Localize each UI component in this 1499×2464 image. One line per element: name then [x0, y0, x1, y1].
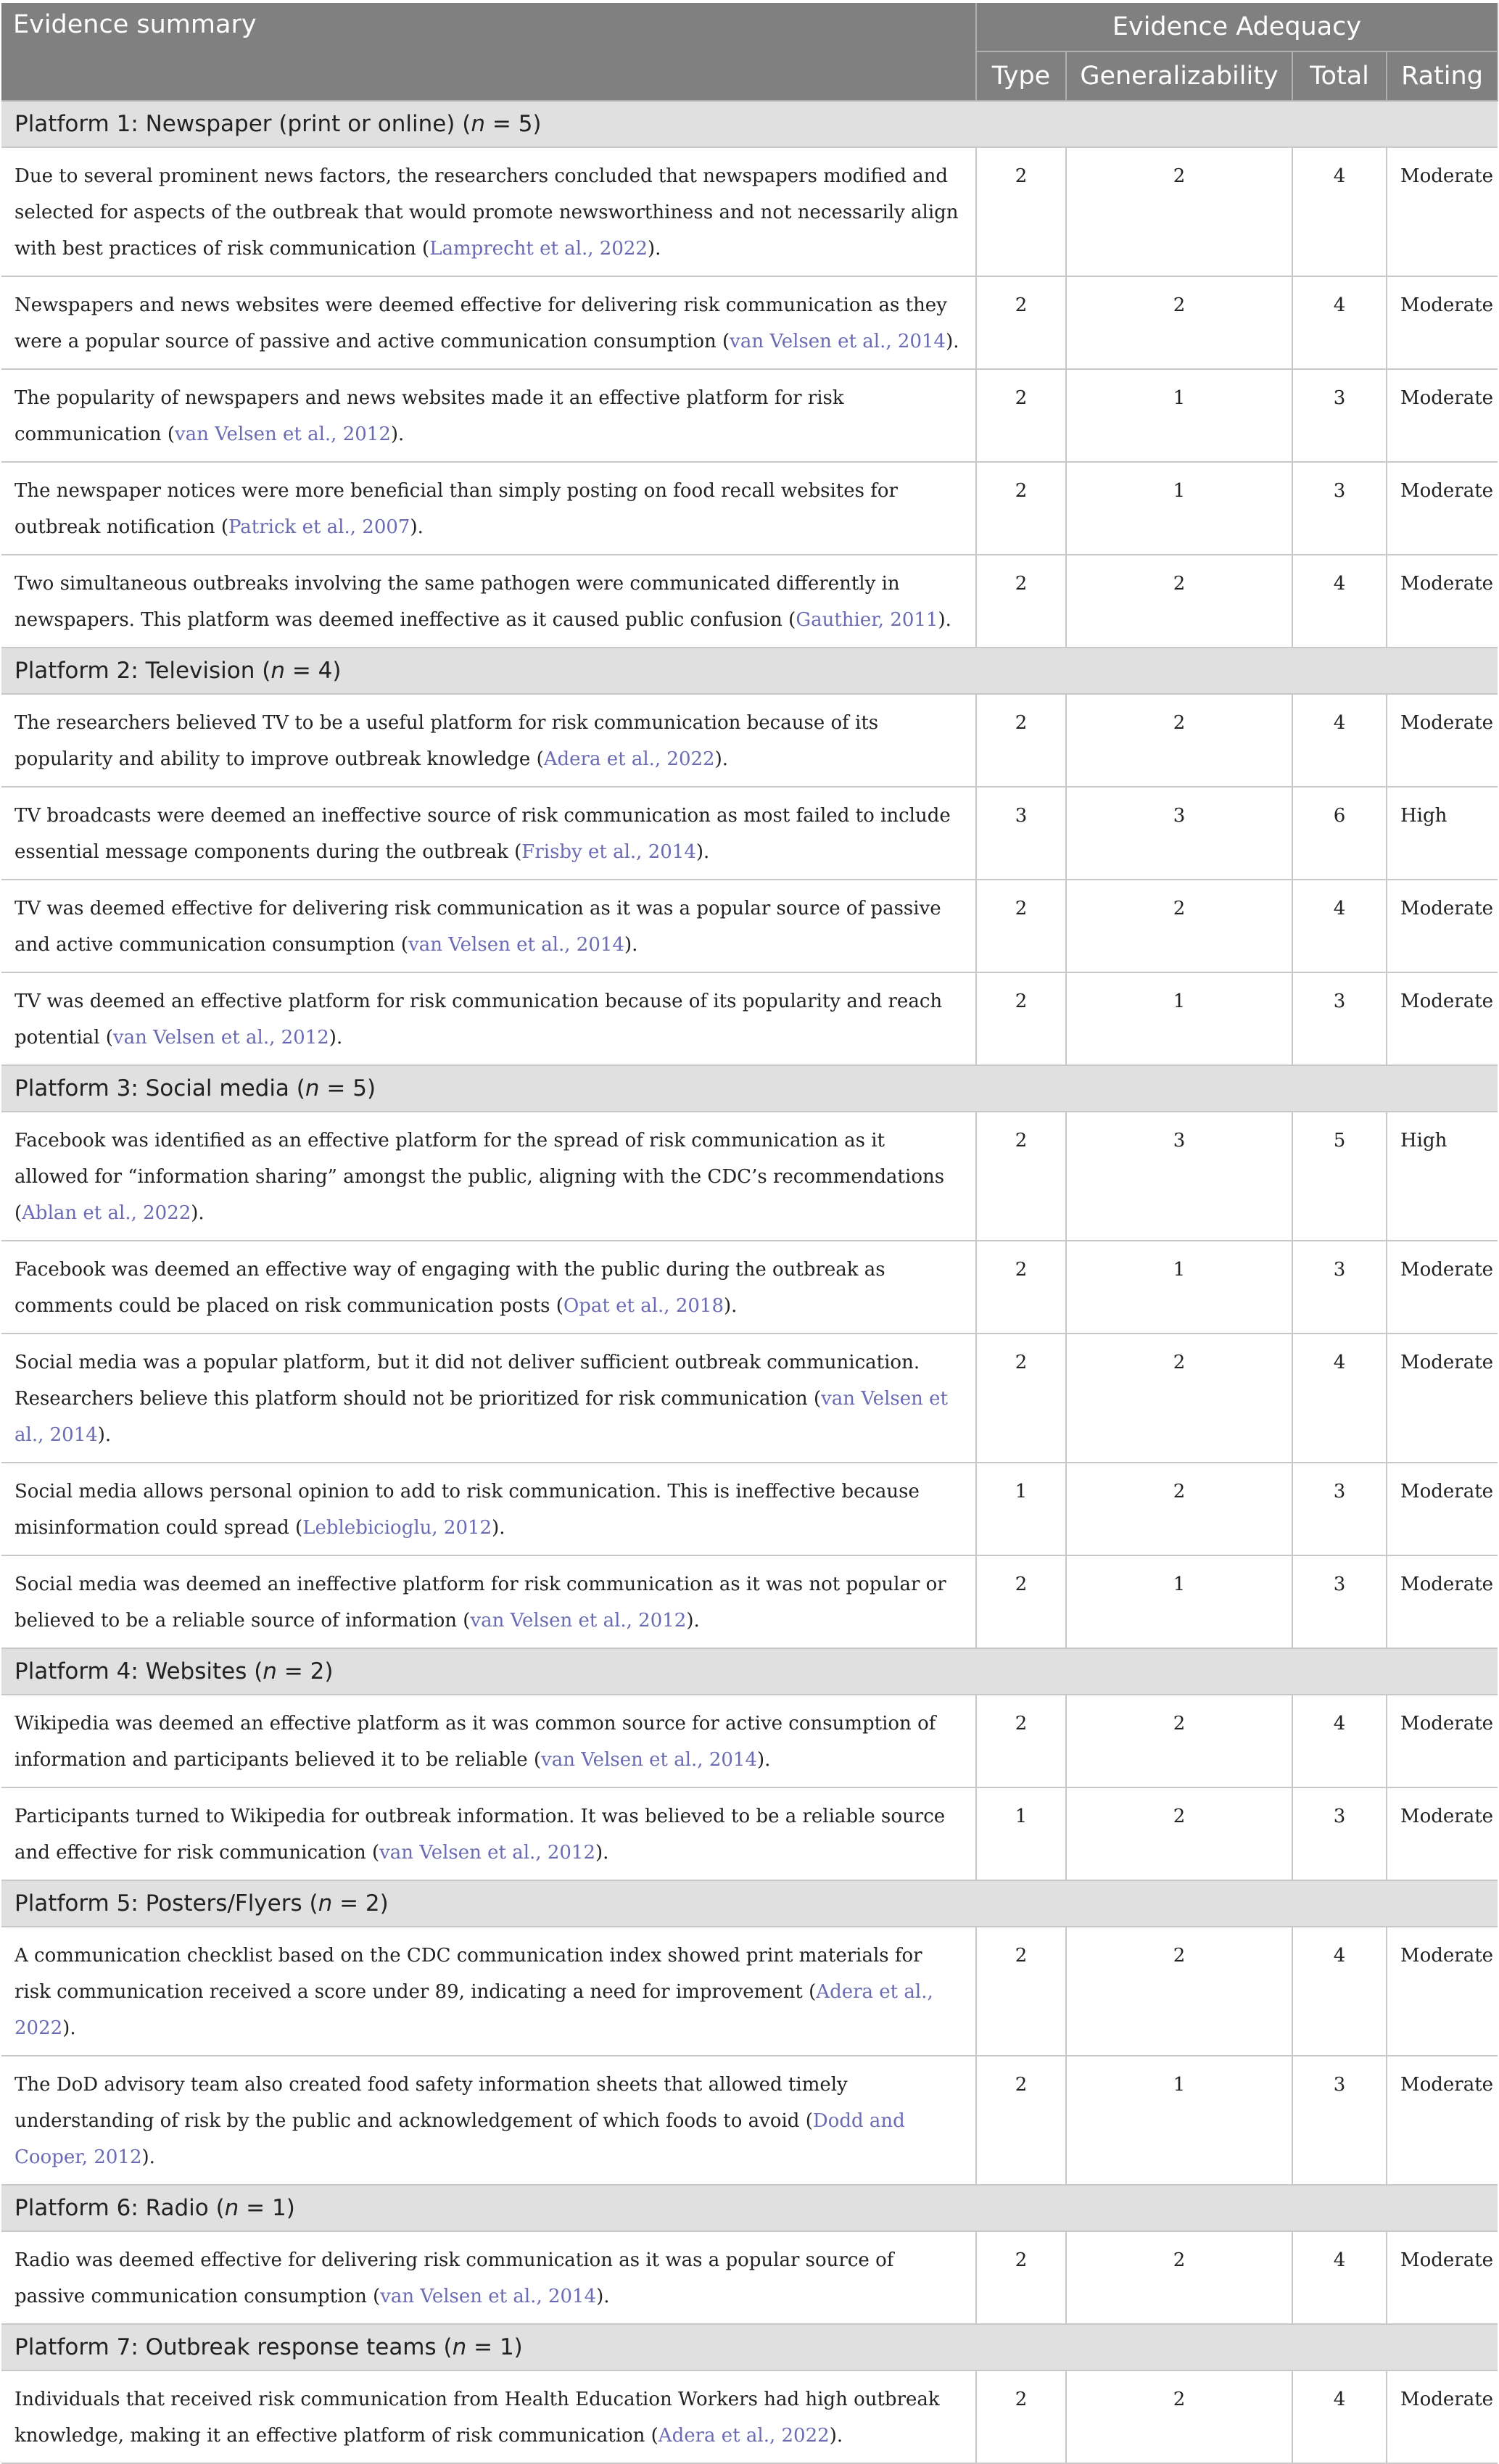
table-row [1, 694, 1498, 787]
section-title-prefix: Platform 1: Newspaper (print or online) ( [15, 111, 471, 137]
summary-text: Newspapers and news websites were deemed effective for delivering risk communication as they were a popular source of passive and active communication consumption ( [15, 294, 947, 352]
evidence-summary-cell [1, 1112, 976, 1241]
section-title [1, 1880, 1498, 1927]
rating-cell: Moderate [1387, 1555, 1498, 1648]
summary-text-end: ). [141, 2146, 155, 2168]
summary-text-end: ). [492, 1517, 505, 1539]
total-cell: 5 [1292, 1112, 1387, 1241]
summary-text-end: ). [191, 1202, 205, 1224]
citation-link[interactable]: Adera et al., 2022 [658, 2425, 830, 2447]
section-title-suffix: = 4) [284, 658, 342, 684]
type-cell: 2 [976, 2231, 1066, 2324]
citation-link[interactable]: van Velsen et al., 2012 [379, 1842, 596, 1864]
type-cell: 2 [976, 276, 1066, 369]
summary-text-end: ). [97, 1424, 112, 1446]
section-title-suffix: = 1) [239, 2195, 295, 2221]
evidence-summary-cell [1, 276, 976, 369]
evidence-summary-cell [1, 787, 976, 880]
summary-text-end: ). [595, 1842, 609, 1864]
citation-link[interactable]: Adera et al., 2022 [15, 1981, 933, 2039]
total-header: Total [1292, 51, 1387, 101]
type-cell: 1 [976, 1463, 1066, 1555]
rating-cell: Moderate [1387, 369, 1498, 462]
generalizability-header: Generalizability [1066, 51, 1292, 101]
generalizability-cell: 2 [1066, 147, 1292, 276]
summary-text-end: ). [829, 2425, 843, 2447]
rating-header: Rating [1387, 51, 1498, 101]
total-cell: 4 [1292, 880, 1387, 972]
type-cell: 2 [976, 462, 1066, 555]
total-cell: 3 [1292, 462, 1387, 555]
citation-link[interactable]: Opat et al., 2018 [563, 1295, 724, 1317]
table-row [1, 2370, 1498, 2463]
table-row [1, 1334, 1498, 1463]
generalizability-cell: 1 [1066, 369, 1292, 462]
section-title-suffix: = 2) [276, 1658, 334, 1684]
summary-text-end: ). [695, 841, 710, 863]
table-row [1, 462, 1498, 555]
summary-text: The researchers believed TV to be a useful platform for risk communication because of its popularity and ability to improve outbreak knowledge ( [15, 712, 879, 770]
summary-text-end: ). [757, 1749, 771, 1771]
total-cell: 4 [1292, 694, 1387, 787]
citation-link[interactable]: van Velsen et al., 2014 [730, 331, 946, 352]
section-title-prefix: Platform 7: Outbreak response teams ( [15, 2334, 453, 2360]
section-n-symbol: n [452, 2334, 467, 2360]
section-header-row [1, 1880, 1498, 1927]
evidence-summary-cell [1, 1555, 976, 1648]
evidence-summary-cell [1, 694, 976, 787]
generalizability-cell: 2 [1066, 1927, 1292, 2056]
table-row [1, 1695, 1498, 1787]
summary-text-end: ). [938, 609, 951, 631]
citation-link[interactable]: Dodd and Cooper, 2012 [15, 2110, 905, 2168]
table-row [1, 1787, 1498, 1880]
section-title [1, 2185, 1498, 2231]
type-cell: 2 [976, 1241, 1066, 1334]
type-cell: 2 [976, 555, 1066, 648]
total-cell: 4 [1292, 1695, 1387, 1787]
summary-text-end: ). [714, 748, 729, 770]
type-cell: 2 [976, 972, 1066, 1065]
summary-text-end: ). [724, 1295, 738, 1317]
generalizability-cell: 1 [1066, 2056, 1292, 2185]
type-cell: 2 [976, 694, 1066, 787]
total-cell: 4 [1292, 2370, 1387, 2463]
evidence-summary-cell [1, 1463, 976, 1555]
evidence-summary-cell [1, 880, 976, 972]
section-title-prefix: Platform 3: Social media ( [15, 1075, 305, 1101]
rating-cell: Moderate [1387, 694, 1498, 787]
citation-link[interactable]: van Velsen et al., 2014 [15, 1388, 948, 1446]
section-n-symbol: n [224, 2195, 239, 2221]
table-row [1, 1927, 1498, 2056]
summary-text: Radio was deemed effective for delivering risk communication as it was a popular source of passive communication consumption ( [15, 2249, 894, 2307]
generalizability-cell: 3 [1066, 1112, 1292, 1241]
generalizability-cell: 2 [1066, 555, 1292, 648]
section-title-suffix: = 5) [319, 1075, 376, 1101]
type-cell: 2 [976, 880, 1066, 972]
citation-link[interactable]: Adera et al., 2022 [543, 748, 715, 770]
section-title-suffix: = 5) [485, 111, 542, 137]
section-title-suffix: = 2) [332, 1890, 389, 1917]
citation-link[interactable]: van Velsen et al., 2012 [112, 1027, 329, 1049]
type-cell: 2 [976, 1112, 1066, 1241]
summary-text-end: ). [686, 1610, 700, 1632]
section-header-row [1, 2324, 1498, 2370]
section-title [1, 1648, 1498, 1695]
generalizability-cell: 2 [1066, 2370, 1292, 2463]
section-title [1, 648, 1498, 694]
total-cell: 3 [1292, 2056, 1387, 2185]
generalizability-cell: 1 [1066, 972, 1292, 1065]
summary-text: Social media allows personal opinion to add to risk communication. This is ineffective because misinformation could spread ( [15, 1481, 920, 1539]
summary-text-end: ). [946, 331, 959, 352]
table-row [1, 147, 1498, 276]
evidence-summary-cell [1, 147, 976, 276]
evidence-summary-cell [1, 2056, 976, 2185]
table-row [1, 1555, 1498, 1648]
section-header-row [1, 1648, 1498, 1695]
type-cell: 3 [976, 787, 1066, 880]
section-title-suffix: = 1) [466, 2334, 523, 2360]
type-cell: 2 [976, 2056, 1066, 2185]
evidence-summary-cell [1, 2370, 976, 2463]
citation-link[interactable]: van Velsen et al., 2014 [408, 934, 624, 956]
citation-link[interactable]: van Velsen et al., 2012 [470, 1610, 687, 1632]
rating-cell: High [1387, 1112, 1498, 1241]
summary-text: Facebook was deemed an effective way of engaging with the public during the outbreak as comments could be placed on risk communication posts ( [15, 1259, 885, 1317]
summary-text: TV broadcasts were deemed an ineffective source of risk communication as most failed to include essential message components during the outbreak ( [15, 805, 951, 863]
table-row [1, 972, 1498, 1065]
rating-cell: Moderate [1387, 555, 1498, 648]
rating-cell: Moderate [1387, 462, 1498, 555]
section-title [1, 2324, 1498, 2370]
summary-text-end: ). [596, 2286, 610, 2307]
total-cell: 4 [1292, 276, 1387, 369]
summary-text: TV was deemed an effective platform for risk communication because of its popularity and reach potential ( [15, 991, 943, 1049]
table-row [1, 555, 1498, 648]
total-cell: 4 [1292, 555, 1387, 648]
table-row [1, 1241, 1498, 1334]
citation-link[interactable]: Patrick et al., 2007 [228, 516, 410, 538]
total-cell: 4 [1292, 147, 1387, 276]
summary-text: The popularity of newspapers and news websites made it an effective platform for risk communication ( [15, 387, 844, 445]
table-row [1, 276, 1498, 369]
generalizability-cell: 3 [1066, 787, 1292, 880]
summary-text: Social media was a popular platform, but it did not deliver sufficient outbreak communication. Researchers believe this platform should not be prioritized for risk communication ( [15, 1352, 920, 1410]
evidence-summary-cell [1, 972, 976, 1065]
generalizability-cell: 2 [1066, 880, 1292, 972]
evidence-summary-cell [1, 1334, 976, 1463]
type-header: Type [976, 51, 1066, 101]
summary-text-end: ). [647, 238, 661, 260]
summary-text: Due to several prominent news factors, the researchers concluded that newspapers modified and selected for aspects of the outbreak that would promote newsworthiness and not necessarily align with best practices of risk communication ( [15, 165, 959, 260]
citation-link[interactable]: Ablan et al., 2022 [22, 1202, 191, 1224]
summary-text: Social media was deemed an ineffective platform for risk communication as it was not popular or believed to be a reliable source of information ( [15, 1574, 946, 1632]
rating-cell: Moderate [1387, 147, 1498, 276]
section-header-row [1, 1065, 1498, 1112]
generalizability-cell: 1 [1066, 1555, 1292, 1648]
generalizability-cell: 1 [1066, 462, 1292, 555]
generalizability-cell: 2 [1066, 1787, 1292, 1880]
table-row [1, 787, 1498, 880]
summary-text: Participants turned to Wikipedia for outbreak information. It was believed to be a reliable source and effective for risk communication ( [15, 1806, 946, 1864]
section-title [1, 1065, 1498, 1112]
rating-cell: Moderate [1387, 972, 1498, 1065]
total-cell: 4 [1292, 1927, 1387, 2056]
total-cell: 4 [1292, 2231, 1387, 2324]
section-title-prefix: Platform 4: Websites ( [15, 1658, 263, 1684]
evidence-summary-cell [1, 1695, 976, 1787]
summary-text: The newspaper notices were more beneficial than simply posting on food recall websites for outbreak notification ( [15, 480, 898, 538]
generalizability-cell: 2 [1066, 2231, 1292, 2324]
section-n-symbol: n [263, 1658, 277, 1684]
type-cell: 2 [976, 1695, 1066, 1787]
summary-text-end: ). [62, 2017, 76, 2039]
summary-text: TV was deemed effective for delivering risk communication as it was a popular source of passive and active communication consumption ( [15, 898, 941, 956]
generalizability-cell: 2 [1066, 694, 1292, 787]
summary-text: Facebook was identified as an effective platform for the spread of risk communication as it allowed for “information sharing” amongst the public, aligning with the CDC’s recommendations ( [15, 1130, 945, 1224]
total-cell: 3 [1292, 1463, 1387, 1555]
type-cell: 2 [976, 1927, 1066, 2056]
section-n-symbol: n [305, 1075, 320, 1101]
rating-cell: Moderate [1387, 1927, 1498, 2056]
type-cell: 2 [976, 1555, 1066, 1648]
total-cell: 3 [1292, 972, 1387, 1065]
evidence-summary-cell [1, 1927, 976, 2056]
summary-text: Individuals that received risk communication from Health Education Workers had high outbreak knowledge, making it an effective platform of risk communication ( [15, 2389, 940, 2447]
table-body [1, 101, 1498, 2463]
rating-cell: High [1387, 787, 1498, 880]
generalizability-cell: 2 [1066, 1463, 1292, 1555]
section-n-symbol: n [471, 111, 486, 137]
rating-cell: Moderate [1387, 1241, 1498, 1334]
rating-cell: Moderate [1387, 2056, 1498, 2185]
summary-text-end: ). [390, 423, 405, 445]
generalizability-cell: 2 [1066, 1334, 1292, 1463]
section-n-symbol: n [271, 658, 285, 684]
summary-text: The DoD advisory team also created food safety information sheets that allowed timely understanding of risk by the public and acknowledgement of which foods to avoid ( [15, 2074, 848, 2132]
total-cell: 3 [1292, 1555, 1387, 1648]
table-row [1, 2231, 1498, 2324]
rating-cell: Moderate [1387, 276, 1498, 369]
citation-link[interactable]: van Velsen et al., 2014 [541, 1749, 758, 1771]
section-title-prefix: Platform 2: Television ( [15, 658, 271, 684]
table-header [1, 3, 1498, 101]
total-cell: 3 [1292, 1787, 1387, 1880]
citation-link[interactable]: Leblebicioglu, 2012 [302, 1517, 492, 1539]
table-row [1, 1112, 1498, 1241]
table-row [1, 880, 1498, 972]
table-row [1, 369, 1498, 462]
table-row [1, 1463, 1498, 1555]
evidence-adequacy-header: Evidence Adequacy [976, 3, 1498, 51]
summary-text: A communication checklist based on the CDC communication index showed print materials for risk communication received a score under 89, indicating a need for improvement ( [15, 1945, 922, 2003]
total-cell: 6 [1292, 787, 1387, 880]
generalizability-cell: 2 [1066, 1695, 1292, 1787]
rating-cell: Moderate [1387, 1463, 1498, 1555]
generalizability-cell: 1 [1066, 1241, 1292, 1334]
summary-text: Wikipedia was deemed an effective platform as it was common source for active consumption of information and participants believed it to be reliable ( [15, 1713, 936, 1771]
rating-cell: Moderate [1387, 1695, 1498, 1787]
evidence-summary-cell [1, 369, 976, 462]
section-header-row [1, 2185, 1498, 2231]
section-header-row [1, 648, 1498, 694]
total-cell: 4 [1292, 1334, 1387, 1463]
type-cell: 2 [976, 369, 1066, 462]
citation-link[interactable]: Frisby et al., 2014 [521, 841, 696, 863]
section-title-prefix: Platform 6: Radio ( [15, 2195, 225, 2221]
evidence-summary-header: Evidence summary [1, 3, 976, 101]
summary-text-end: ). [329, 1027, 343, 1049]
citation-link[interactable]: Lamprecht et al., 2022 [429, 238, 648, 260]
type-cell: 2 [976, 1334, 1066, 1463]
evidence-table [1, 3, 1498, 2464]
summary-text: Two simultaneous outbreaks involving the same pathogen were communicated differently in newspapers. This platform was deemed ineffective as it caused public confusion ( [15, 573, 900, 631]
type-cell: 2 [976, 147, 1066, 276]
type-cell: 2 [976, 2370, 1066, 2463]
rating-cell: Moderate [1387, 1787, 1498, 1880]
type-cell: 1 [976, 1787, 1066, 1880]
evidence-summary-cell [1, 1241, 976, 1334]
section-title [1, 101, 1498, 147]
evidence-summary-cell [1, 462, 976, 555]
total-cell: 3 [1292, 369, 1387, 462]
total-cell: 3 [1292, 1241, 1387, 1334]
rating-cell: Moderate [1387, 2231, 1498, 2324]
evidence-summary-cell [1, 2231, 976, 2324]
evidence-summary-cell [1, 1787, 976, 1880]
summary-text-end: ). [624, 934, 638, 956]
section-header-row [1, 101, 1498, 147]
citation-link[interactable]: van Velsen et al., 2012 [174, 423, 391, 445]
section-n-symbol: n [318, 1890, 333, 1917]
table-row [1, 2056, 1498, 2185]
generalizability-cell: 2 [1066, 276, 1292, 369]
rating-cell: Moderate [1387, 880, 1498, 972]
section-title-prefix: Platform 5: Posters/Flyers ( [15, 1890, 318, 1917]
rating-cell: Moderate [1387, 2370, 1498, 2463]
rating-cell: Moderate [1387, 1334, 1498, 1463]
summary-text-end: ). [410, 516, 424, 538]
citation-link[interactable]: Gauthier, 2011 [796, 609, 938, 631]
evidence-summary-cell [1, 555, 976, 648]
citation-link[interactable]: van Velsen et al., 2014 [380, 2286, 597, 2307]
